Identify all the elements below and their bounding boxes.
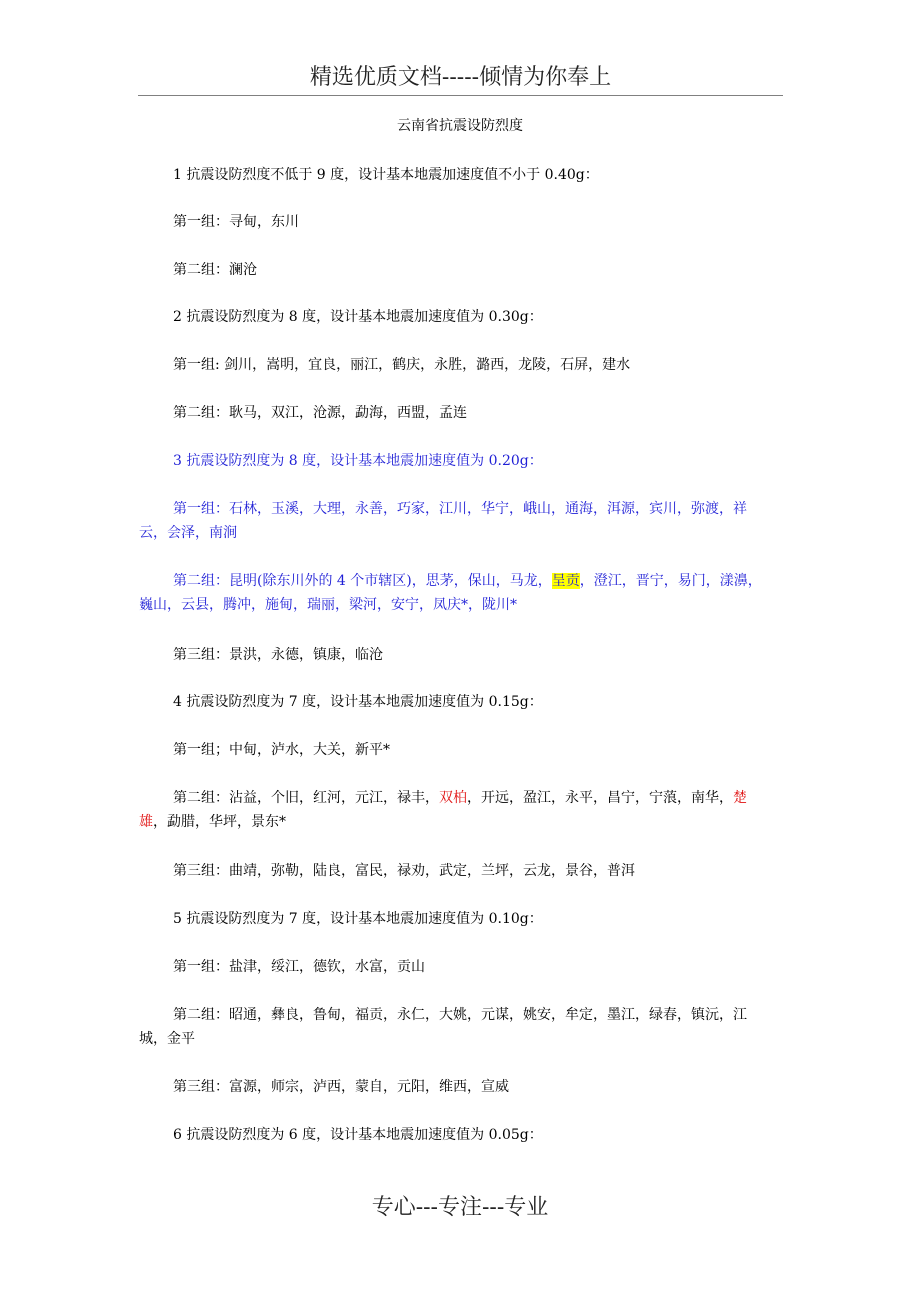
section-1-group-1: 第一组：寻甸，东川 [173, 214, 299, 230]
section-3-group-1: 第一组：石林，玉溪，大理，永善，巧家，江川，华宁，峨山，通海，洱源，宾川，弥渡，祥云，会泽，南涧 [139, 501, 747, 541]
section-1-heading: 1 抗震设防烈度不低于 9 度，设计基本地震加速度值不小于 0.40g： [173, 167, 599, 183]
highlighted-chenggong: 呈贡 [551, 573, 580, 589]
section-3-group-2-part-2: ，澄江，晋宁，易门，漾濞，巍山，云县，腾冲，施甸，瑞丽，梁河，安宁，凤庆*，陇川* [139, 573, 762, 613]
section-4-group-3: 第三组：曲靖，弥勒，陆良，富民，禄劝，武定，兰坪，云龙，景谷，普洱 [173, 863, 635, 879]
section-4-group-2-part-2: ，开远，盈江，永平，昌宁，宁蒗，南华， [467, 790, 733, 806]
section-4-group-2 [139, 786, 771, 834]
section-3-heading: 3 抗震设防烈度为 8 度，设计基本地震加速度值为 0.20g： [173, 453, 543, 469]
section-5-heading: 5 抗震设防烈度为 7 度，设计基本地震加速度值为 0.10g： [173, 911, 543, 927]
section-2-group-2: 第二组：耿马，双江，沧源，勐海，西盟，孟连 [173, 405, 467, 421]
section-5-group-2: 第二组：昭通，彝良，鲁甸，福贡，永仁，大姚，元谋，姚安，牟定，墨江，绿春，镇沅，江城，金平 [139, 1007, 747, 1047]
section-2-heading: 2 抗震设防烈度为 8 度，设计基本地震加速度值为 0.30g： [173, 309, 543, 325]
section-2-group-1: 第一组: 剑川，嵩明，宜良，丽江，鹤庆，永胜，潞西，龙陵，石屏，建水 [173, 357, 631, 373]
section-4-heading: 4 抗震设防烈度为 7 度，设计基本地震加速度值为 0.15g： [173, 694, 543, 710]
document-title: 云南省抗震设防烈度 [397, 118, 523, 134]
red-shuangbai: 双柏 [439, 790, 467, 806]
section-5-group-1: 第一组：盐津，绥江，德钦，水富，贡山 [173, 959, 425, 975]
section-4-group-2-part-1: 第二组：沾益，个旧，红河，元江，禄丰， [173, 790, 439, 806]
section-3-group-2-part-1: 第二组：昆明(除东川外的 4 个市辖区)，思茅，保山，马龙， [173, 573, 552, 589]
red-chuxiong: 楚雄 [139, 790, 747, 830]
section-4-group-1: 第一组；中甸，泸水，大关，新平* [173, 742, 390, 758]
section-3-group-2 [139, 569, 771, 617]
section-5-group-3: 第三组：富源，师宗，泸西，蒙自，元阳，维西，宣威 [173, 1079, 509, 1095]
section-4-group-2-part-3: ，勐腊，华坪，景东* [153, 814, 286, 830]
page-header: 精选优质文档-----倾情为你奉上 [138, 64, 783, 96]
section-1-group-2: 第二组：澜沧 [173, 262, 257, 278]
section-3-group-3: 第三组：景洪，永德，镇康，临沧 [173, 647, 383, 663]
section-6-heading: 6 抗震设防烈度为 6 度，设计基本地震加速度值为 0.05g： [173, 1127, 543, 1143]
page-footer: 专心---专注---专业 [371, 1195, 549, 1220]
